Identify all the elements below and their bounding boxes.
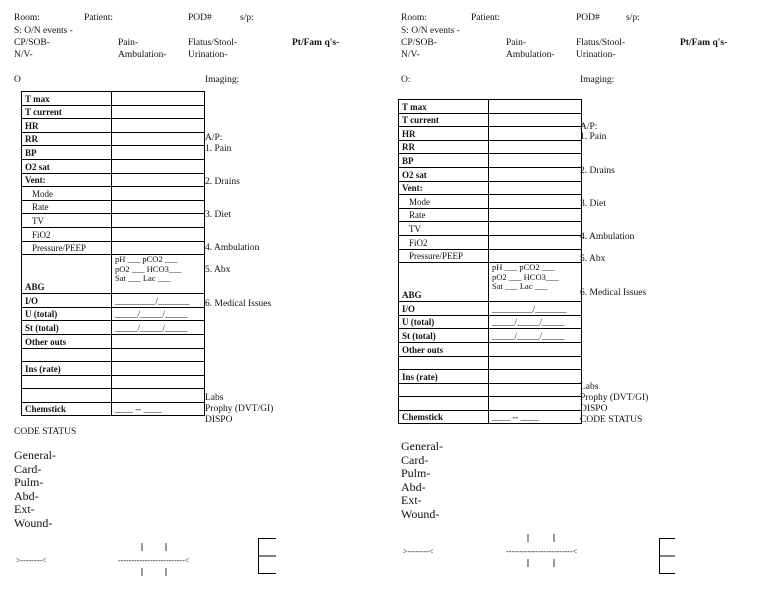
table-row: St (total) _____/_____/_____ — [399, 329, 582, 343]
exam-item: Ext- — [14, 502, 35, 516]
vitals-table — [21, 91, 205, 416]
flatus-label: Flatus/Stool- — [188, 38, 238, 48]
table-row: ABG pH ___ pCO2 ___ pO2 ___ HCO3___ Sat ___ Lac ___ — [22, 255, 205, 294]
ambulation-label: Ambulation- — [506, 50, 555, 60]
plan-item: 3. Diet — [580, 199, 606, 209]
exam-item: Wound- — [14, 515, 53, 530]
table-row: HR — [22, 119, 205, 133]
table-row: Vent: — [22, 173, 205, 187]
table-row: T current — [399, 113, 582, 127]
cp-sob-label: CP/SOB- — [401, 38, 437, 48]
bmp-line-diagram: -------------------------< — [506, 547, 578, 556]
table-row: Vent: — [399, 181, 582, 195]
table-row — [399, 383, 582, 397]
table-row: Mode — [399, 195, 582, 209]
labs-label: Labs — [205, 393, 224, 403]
prophy-label: Prophy (DVT/GI) — [205, 404, 274, 414]
patient-label: Patient: — [471, 13, 501, 23]
imaging-label: Imaging: — [205, 75, 240, 85]
bmp-line-diagram: -------------------------< — [118, 556, 190, 565]
pt-fam-label: Pt/Fam q's- — [680, 38, 728, 48]
room-label: Room: — [401, 13, 427, 23]
lytes-arrow-diagram: >--------< — [16, 556, 47, 565]
plan-item: 6. Medical Issues — [580, 288, 647, 298]
table-row: St (total) _____/_____/_____ — [22, 321, 205, 335]
plan-item: 6. Medical Issues — [205, 299, 272, 309]
pain-label: Pain- — [506, 38, 527, 48]
exam-item: Pulm- — [401, 466, 431, 480]
table-row: Other outs — [399, 342, 582, 356]
exam-item: Card- — [14, 461, 42, 476]
coag-diagram — [258, 538, 278, 578]
events-label: S: O/N events - — [14, 26, 73, 36]
sp-label: s/p: — [626, 13, 640, 23]
table-row: I/O _________/_______ — [399, 302, 582, 316]
plan-item: 1. Pain — [580, 132, 607, 142]
objective-label: O: — [401, 75, 411, 85]
table-row: Mode — [22, 187, 205, 201]
exam-item: Abd- — [401, 479, 426, 494]
nv-label: N/V- — [401, 50, 420, 60]
table-row: FiO2 — [22, 227, 205, 241]
table-row: I/O _________/_______ — [22, 294, 205, 308]
exam-item: General- — [401, 439, 443, 453]
plan-item: 5. Abx — [580, 254, 606, 264]
table-row: Other outs — [22, 334, 205, 348]
ambulation-label: Ambulation- — [118, 50, 167, 60]
plan-item: 2. Drains — [205, 177, 240, 187]
table-row: Rate — [399, 208, 582, 222]
table-row: U (total) _____/_____/_____ — [399, 315, 582, 329]
abg-values[interactable]: pH ___ pCO2 ___ pO2 ___ HCO3___ Sat ___ Lac ___ — [112, 255, 205, 294]
pod-label: POD# — [576, 13, 600, 23]
table-row: T max — [22, 92, 205, 106]
table-row — [22, 348, 205, 362]
table-row: O2 sat — [22, 159, 205, 173]
exam-item: General- — [14, 448, 56, 462]
table-row: Chemstick ____ -- ____ — [22, 402, 205, 416]
pt-fam-label: Pt/Fam q's- — [292, 38, 340, 48]
table-row — [22, 389, 205, 403]
table-row: Chemstick ____ -- ____ — [399, 410, 582, 424]
plan-item: 4. Ambulation — [580, 232, 635, 242]
abg-values[interactable]: pH ___ pCO2 ___ pO2 ___ HCO3___ Sat ___ Lac ___ — [489, 263, 582, 302]
table-row: TV — [22, 214, 205, 228]
table-row — [399, 356, 582, 370]
imaging-label: Imaging: — [580, 75, 615, 85]
dispo-label: DISPO — [205, 415, 233, 425]
coag-diagram — [659, 538, 679, 578]
patient-label: Patient: — [84, 13, 114, 23]
pain-label: Pain- — [118, 38, 139, 48]
plan-item: 3. Diet — [205, 210, 231, 220]
table-row: Pressure/PEEP — [399, 249, 582, 263]
exam-item: Abd- — [14, 488, 39, 503]
table-row — [22, 375, 205, 389]
code-status-label: CODE STATUS — [580, 415, 643, 425]
events-label: S: O/N events - — [401, 26, 460, 36]
plan-item: 4. Ambulation — [205, 243, 260, 253]
table-row: TV — [399, 222, 582, 236]
urination-label: Urination- — [188, 50, 228, 60]
dispo-label: DISPO — [580, 404, 608, 414]
ap-label: A/P: — [580, 122, 598, 132]
table-row: BP — [399, 154, 582, 168]
exam-item: Pulm- — [14, 475, 44, 489]
ap-label: A/P: — [205, 133, 223, 143]
table-row: Pressure/PEEP — [22, 241, 205, 255]
labs-label: Labs — [580, 382, 599, 392]
table-row: Ins (rate) — [22, 362, 205, 376]
pod-label: POD# — [188, 13, 212, 23]
exam-item: Ext- — [401, 493, 422, 507]
flatus-label: Flatus/Stool- — [576, 38, 626, 48]
table-row: O2 sat — [399, 167, 582, 181]
code-status-label: CODE STATUS — [14, 427, 77, 437]
plan-item: 1. Pain — [205, 144, 232, 154]
table-row: ABG pH ___ pCO2 ___ pO2 ___ HCO3___ Sat ___ Lac ___ — [399, 263, 582, 302]
table-row: RR — [22, 132, 205, 146]
table-row: RR — [399, 140, 582, 154]
cp-sob-label: CP/SOB- — [14, 38, 50, 48]
plan-item: 2. Drains — [580, 166, 615, 176]
table-row: Ins (rate) — [399, 370, 582, 384]
left-rounding-sheet — [0, 0, 380, 594]
right-rounding-sheet — [388, 0, 768, 594]
lytes-arrow-diagram: >--------< — [403, 547, 434, 556]
table-row: U (total) _____/_____/_____ — [22, 307, 205, 321]
vitals-table — [398, 99, 582, 424]
table-row: BP — [22, 146, 205, 160]
exam-item: Wound- — [401, 506, 440, 521]
table-row — [399, 397, 582, 411]
table-row: FiO2 — [399, 235, 582, 249]
prophy-label: Prophy (DVT/GI) — [580, 393, 649, 403]
urination-label: Urination- — [576, 50, 616, 60]
table-row: T max — [399, 100, 582, 114]
exam-item: Card- — [401, 452, 429, 467]
sp-label: s/p: — [240, 13, 254, 23]
table-row: Rate — [22, 200, 205, 214]
nv-label: N/V- — [14, 50, 33, 60]
plan-item: 5. Abx — [205, 265, 231, 275]
room-label: Room: — [14, 13, 40, 23]
table-row: HR — [399, 127, 582, 141]
objective-label: O — [14, 75, 21, 85]
table-row: T current — [22, 105, 205, 119]
